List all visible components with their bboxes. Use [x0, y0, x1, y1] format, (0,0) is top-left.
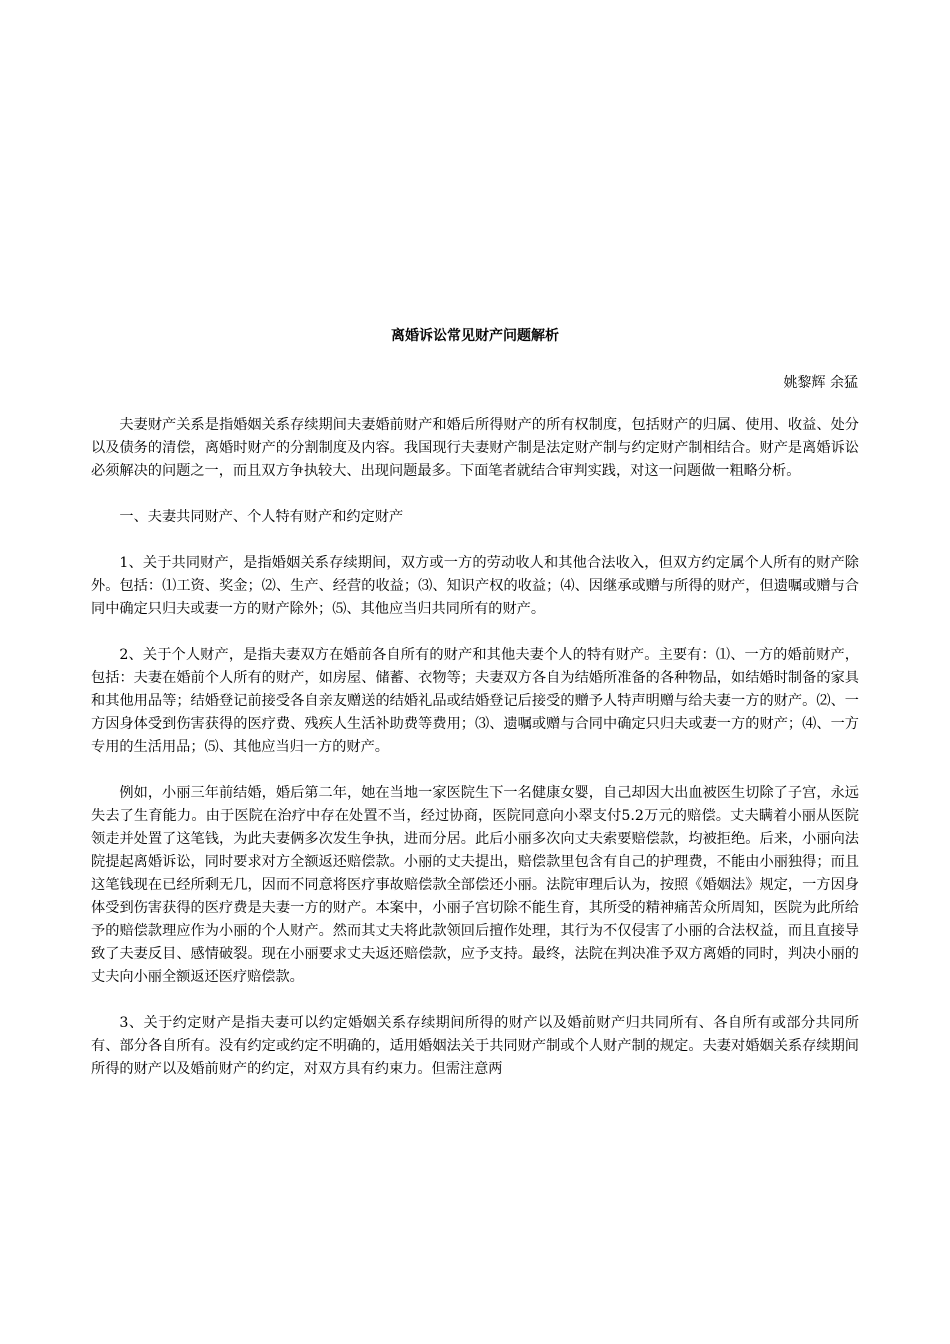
- document-title: 离婚诉讼常见财产问题解析: [391, 328, 559, 344]
- paragraph-personal-property: 2、关于个人财产，是指夫妻双方在婚前各自所有的财产和其他夫妻个人的特有财产。主要有：⑴、一方的婚前财产，包括：夫妻在婚前个人所有的财产，如房屋、储蓄、衣物等；夫妻双方各自为结婚所准备的各种物品，如结婚时制备的家具和其他用品等；结婚登记前接受各自亲友赠送的结婚礼品或结婚登记后接受的赠予人特声明赠与给夫妻一方的财产。⑵、一方因身体受到伤害获得的医疗费、残疾人生活补助费等费用；⑶、遗嘱或赠与合同中确定只归夫或妻一方的财产；⑷、一方专用的生活用品；⑸、其他应当归一方的财产。: [91, 647, 859, 755]
- paragraph-common-property: 1、关于共同财产，是指婚姻关系存续期间，双方或一方的劳动收人和其他合法收入，但双方约定属个人所有的财产除外。包括：⑴工资、奖金；⑵、生产、经营的收益；⑶、知识产权的收益；⑷、因继承或赠与所得的财产，但遗嘱或赠与合同中确定只归夫或妻一方的财产除外；⑸、其他应当归共同所有的财产。: [91, 555, 859, 617]
- section-heading-1: 一、夫妻共同财产、个人特有财产和约定财产: [119, 509, 404, 525]
- document-authors: 姚黎辉 余猛: [783, 375, 858, 391]
- paragraph-agreed-property: 3、关于约定财产是指夫妻可以约定婚姻关系存续期间所得的财产以及婚前财产归共同所有、各自所有或部分共同所有、部分各自所有。没有约定或约定不明确的，适用婚姻法关于共同财产制或个人财产制的规定。夫妻对婚姻关系存续期间所得的财产以及婚前财产的约定，对双方具有约束力。但需注意两: [91, 1015, 859, 1077]
- paragraph-intro: 夫妻财产关系是指婚姻关系存续期间夫妻婚前财产和婚后所得财产的所有权制度，包括财产的归属、使用、收益、处分以及债务的清偿，离婚时财产的分割制度及内容。我国现行夫妻财产制是法定财产制与约定财产制相结合。财产是离婚诉讼必须解决的问题之一，而且双方争执较大、出现问题最多。下面笔者就结合审判实践，对这一问题做一粗略分析。: [91, 417, 859, 479]
- paragraph-example-case: 例如，小丽三年前结婚，婚后第二年，她在当地一家医院生下一名健康女婴，自己却因大出血被医生切除了子宫，永远失去了生育能力。由于医院在治疗中存在处置不当，经过协商，医院同意向小翠支付5.2万元的赔偿。丈夫瞒着小丽从医院领走并处置了这笔钱，为此夫妻俩多次发生争执，进而分居。此后小丽多次向丈夫索要赔偿款，均被拒绝。后来，小丽向法院提起离婚诉讼，同时要求对方全额返还赔偿款。小丽的丈夫提出，赔偿款里包含有自己的护理费，不能由小丽独得；而且这笔钱现在已经所剩无几，因而不同意将医疗事故赔偿款全部偿还小丽。法院审理后认为，按照《婚姻法》规定，一方因身体受到伤害获得的医疗费是夫妻一方的财产。本案中，小丽子宫切除不能生育，其所受的精神痛苦众所周知，医院为此所给予的赔偿款理应作为小丽的个人财产。然而其丈夫将此款领回后擅作处理，其行为不仅侵害了小丽的合法权益，而且直接导致了夫妻反目、感情破裂。现在小丽要求丈夫返还赔偿款，应予支持。最终，法院在判决准予双方离婚的同时，判决小丽的丈夫向小丽全额返还医疗赔偿款。: [91, 785, 859, 985]
- document-body: [91, 414, 859, 1104]
